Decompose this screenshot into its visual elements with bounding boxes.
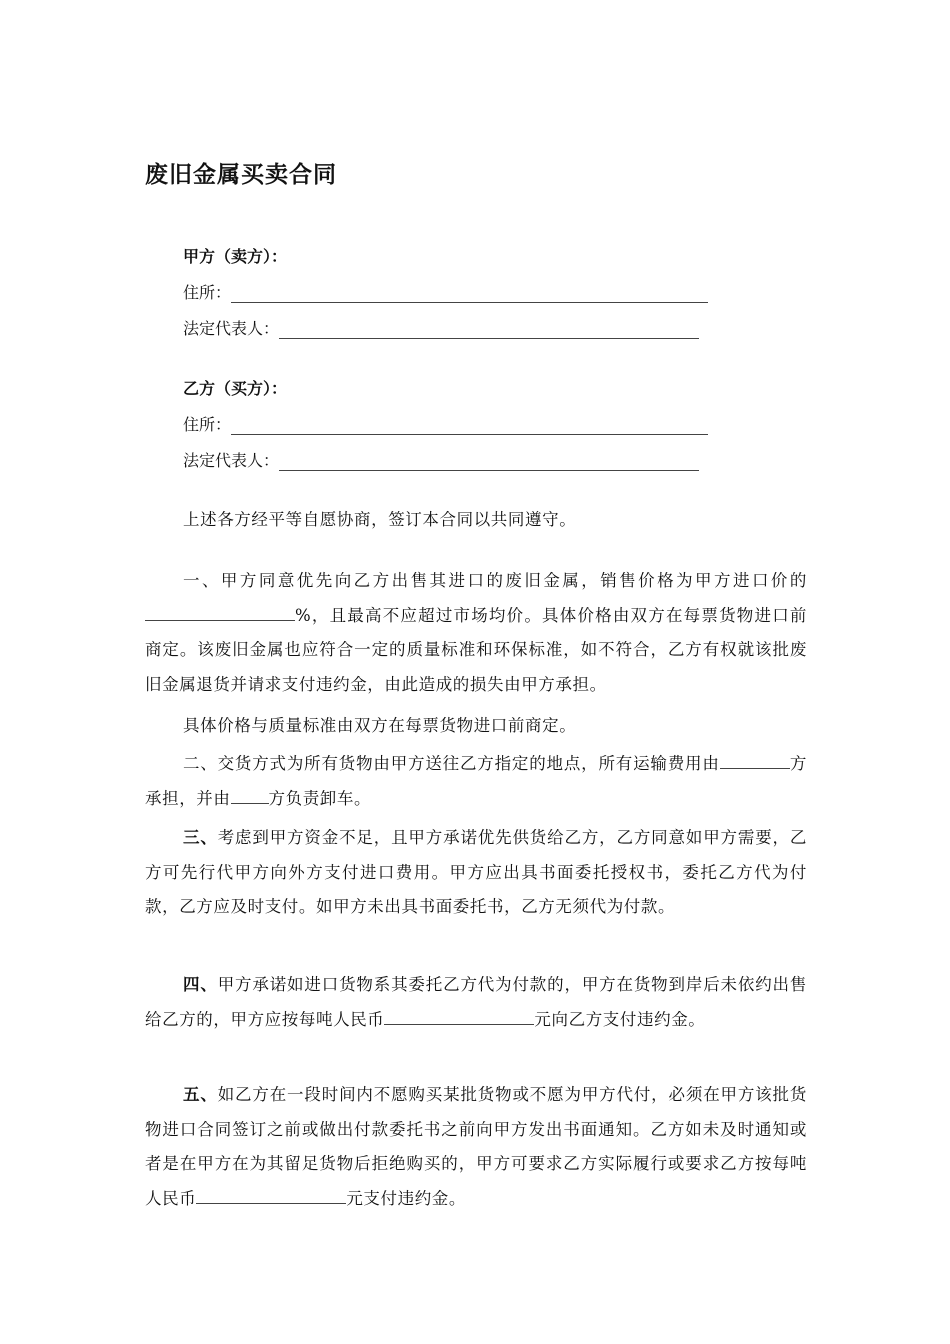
price-percent-blank[interactable] [145, 603, 295, 621]
clause-5-number: 五、 [183, 1085, 218, 1104]
party-b-address-field[interactable] [183, 412, 708, 435]
clause-1 [145, 564, 807, 702]
party-a-heading: 甲方（卖方）： [183, 247, 288, 266]
unloading-party-blank[interactable] [231, 786, 269, 804]
clause-2-text-a: 二、交货方式为所有货物由甲方送往乙方指定的地点，所有运输费用由 [183, 754, 720, 773]
party-a-rep-label: 法定代表人： [183, 319, 280, 338]
party-b-address-blank[interactable] [231, 418, 708, 435]
clause-2 [145, 747, 807, 816]
clause-3-text: 考虑到甲方资金不足，且甲方承诺优先供货给乙方，乙方同意如甲方需要，乙方可先行代甲方向外方支付进口费用。甲方应出具书面委托授权书，委托乙方代为付款，乙方应及时支付。如甲方未出具书面委托书，乙方无须代为付款。 [145, 828, 807, 916]
transport-cost-party-blank[interactable] [720, 751, 790, 769]
clause-4 [145, 968, 807, 1037]
clause-5-text-b: 元支付违约金。 [346, 1188, 467, 1208]
penalty-blank-2[interactable] [196, 1186, 346, 1204]
clause-4-number: 四、 [183, 975, 218, 994]
clause-1-text-b: %，且最高不应超过市场均价。具体价格由双方在每票货物进口前商定。该废旧金属也应符合一定的质量标准和环保标准，如不符合，乙方有权就该批废旧金属退货并请求支付违约金，由此造成的损失由甲方承担。 [145, 605, 807, 694]
party-b-rep-label: 法定代表人： [183, 451, 280, 470]
intro-paragraph: 上述各方经平等自愿协商，签订本合同以共同遵守。 [183, 510, 577, 529]
party-a-address-field[interactable] [183, 280, 708, 303]
clause-5-text-a: 如乙方在一段时间内不愿购买某批货物或不愿为甲方代付，必须在甲方该批货物进口合同签订之前或做出付款委托书之前向甲方发出书面通知。乙方如未及时通知或者是在甲方在为其留足货物后拒绝购买的，甲方可要求乙方实际履行或要求乙方按每吨人民币 [145, 1085, 807, 1208]
party-a-address-blank[interactable] [231, 286, 708, 303]
clause-2-text-c: 方负责卸车。 [268, 788, 372, 808]
clause-5 [145, 1078, 807, 1216]
clause-3-number: 三、 [183, 828, 218, 847]
clause-4-text-b: 元向乙方支付违约金。 [534, 1009, 706, 1029]
clause-3 [145, 821, 807, 925]
party-a-rep-blank[interactable] [279, 322, 699, 339]
party-a-rep-field[interactable] [183, 316, 699, 339]
party-b-rep-blank[interactable] [279, 454, 699, 471]
party-b-address-label: 住所： [183, 415, 232, 434]
party-b-rep-field[interactable] [183, 448, 699, 471]
clause-2-text-b: 方承担，并由 [145, 754, 807, 808]
party-a-address-label: 住所： [183, 283, 232, 302]
clause-4-text-a: 甲方承诺如进口货物系其委托乙方代为付款的，甲方在货物到岸后未依约出售给乙方的，甲方应按每吨人民币 [145, 975, 807, 1029]
document-title: 废旧金属买卖合同 [145, 162, 337, 188]
clause-1-text-a: 一、甲方同意优先向乙方出售其进口的废旧金属，销售价格为甲方进口价的 [183, 571, 807, 590]
penalty-per-ton-blank[interactable] [384, 1007, 534, 1025]
party-b-heading: 乙方（买方）： [183, 379, 288, 398]
clause-1-note: 具体价格与质量标准由双方在每票货物进口前商定。 [183, 716, 577, 735]
